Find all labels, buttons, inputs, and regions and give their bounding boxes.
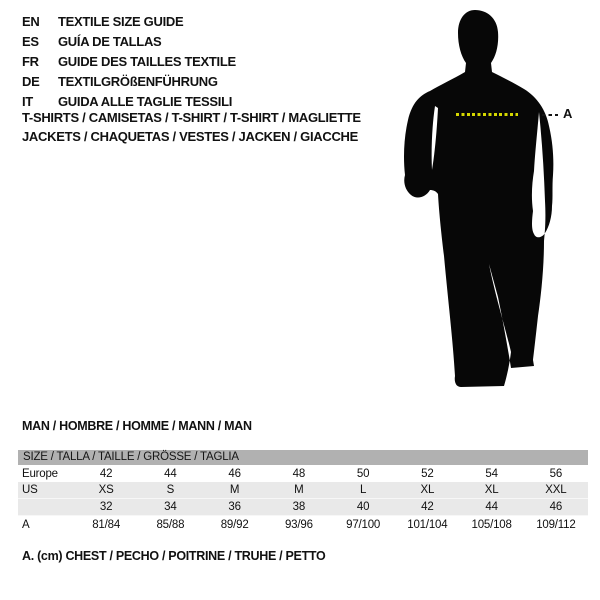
language-list xyxy=(22,11,236,111)
table-cell: 44 xyxy=(164,467,177,480)
table-cell: 93/96 xyxy=(284,518,313,531)
table-cell: 46 xyxy=(228,467,241,480)
size-table xyxy=(18,450,588,533)
language-row xyxy=(22,51,236,71)
table-row-europe xyxy=(18,465,588,482)
chest-measure-dotted-line xyxy=(456,113,518,116)
row-label: US xyxy=(22,484,38,496)
row-label: A xyxy=(22,518,30,531)
table-row-numeric xyxy=(18,499,588,516)
language-label: TEXTILGRÖßENFÜHRUNG xyxy=(58,73,218,89)
table-cell: XL xyxy=(420,484,435,496)
category-heading xyxy=(22,108,361,146)
language-row xyxy=(22,31,236,51)
table-cell: S xyxy=(166,484,175,496)
table-cell: 48 xyxy=(292,467,306,480)
measure-footnote: A. (cm) CHEST / PECHO / POITRINE / TRUHE / PETTO xyxy=(22,549,326,563)
table-cell: 81/84 xyxy=(92,518,121,531)
measure-pointer-dashes xyxy=(542,114,561,116)
section-title-man: MAN / HOMBRE / HOMME / MANN / MAN xyxy=(22,419,252,433)
table-cell: 101/104 xyxy=(407,518,448,531)
table-cell: L xyxy=(360,484,367,496)
table-cell: 42 xyxy=(99,467,113,480)
table-row-chest-a xyxy=(18,516,588,533)
table-cell: 89/92 xyxy=(220,518,249,531)
category-line-tshirts: T-SHIRTS / CAMISETAS / T-SHIRT / T-SHIRT / MAGLIETTE xyxy=(22,110,361,125)
table-cell: XL xyxy=(484,484,499,496)
table-cell: 56 xyxy=(549,467,563,480)
measure-label-a: A xyxy=(563,106,573,121)
language-code: EN xyxy=(22,13,40,29)
category-line-jackets: JACKETS / CHAQUETAS / VESTES / JACKEN / GIACCHE xyxy=(22,129,358,144)
table-cell: 97/100 xyxy=(346,518,381,531)
table-cell: 109/112 xyxy=(536,518,576,531)
table-cell: 32 xyxy=(99,501,113,513)
table-cell: XS xyxy=(98,484,114,496)
table-cell: 44 xyxy=(485,501,498,513)
table-cell: XXL xyxy=(545,484,567,496)
table-cell: M xyxy=(294,484,304,496)
language-label: TEXTILE SIZE GUIDE xyxy=(58,13,184,29)
table-cell: 36 xyxy=(228,501,241,513)
table-cell: 105/108 xyxy=(471,518,512,531)
language-row xyxy=(22,11,236,31)
size-table-header: SIZE / TALLA / TAILLE / GRÖSSE / TAGLIA xyxy=(18,450,588,465)
language-code: IT xyxy=(22,93,33,109)
man-silhouette xyxy=(400,0,580,400)
language-label: GUIDA ALLE TAGLIE TESSILI xyxy=(58,93,233,109)
table-cell: 54 xyxy=(485,467,498,480)
table-cell: 40 xyxy=(356,501,370,513)
row-label: Europe xyxy=(22,467,58,480)
table-cell: 50 xyxy=(356,467,370,480)
language-code: DE xyxy=(22,73,40,89)
table-cell: 42 xyxy=(421,501,434,513)
table-cell: M xyxy=(229,484,240,496)
table-cell: 38 xyxy=(292,501,306,513)
table-cell: 46 xyxy=(549,501,563,513)
language-row xyxy=(22,71,236,91)
language-code: ES xyxy=(22,33,39,49)
table-row-us xyxy=(18,482,588,499)
table-cell: 34 xyxy=(164,501,177,513)
table-cell: 52 xyxy=(421,467,434,480)
language-label: GUIDE DES TAILLES TEXTILE xyxy=(58,53,236,69)
language-code: FR xyxy=(22,53,39,69)
table-cell: 85/88 xyxy=(156,518,185,531)
language-label: GUÍA DE TALLAS xyxy=(58,33,162,49)
